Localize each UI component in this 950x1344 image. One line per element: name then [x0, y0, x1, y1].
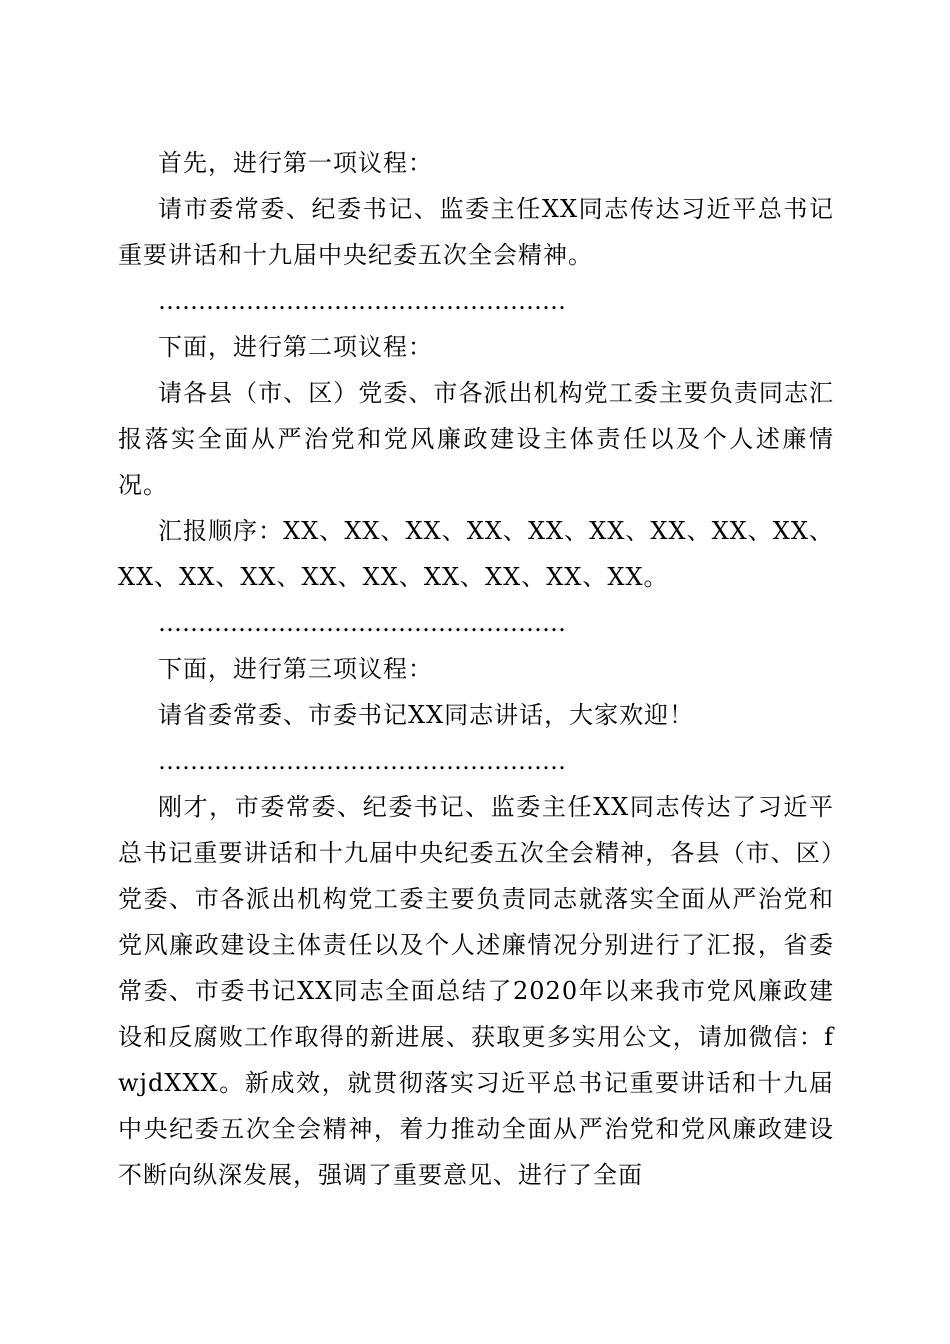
separator-dots: ……………………………………………: [158, 747, 566, 775]
separator-dots: ……………………………………………: [158, 609, 566, 637]
report-order: 汇报顺序：XX、XX、XX、XX、XX、XX、XX、XX、XX、XX、XX、XX、XX、XX、XX、XX、XX、XX。: [118, 517, 834, 591]
agenda-item-2-body: 请各县（市、区）党委、市各派出机构党工委主要负责同志汇报落实全面从严治党和党风廉政建设主体责任以及个人述廉情况。: [118, 379, 834, 499]
agenda-item-3-body: 请省委常委、市委书记XX同志讲话，大家欢迎！: [158, 701, 695, 729]
agenda-item-2-heading: 下面，进行第二项议程：: [158, 333, 433, 361]
separator-dots: ……………………………………………: [158, 287, 566, 315]
agenda-item-3-heading: 下面，进行第三项议程：: [158, 655, 433, 683]
agenda-item-1-heading: 首先，进行第一项议程：: [158, 149, 433, 177]
document-page: [118, 140, 834, 1198]
summary-paragraph: 刚才，市委常委、纪委书记、监委主任XX同志传达了习近平总书记重要讲话和十九届中央纪委五次全会精神，各县（市、区）党委、市各派出机构党工委主要负责同志就落实全面从严治党和党风廉政建设主体责任以及个人述廉情况分别进行了汇报，省委常委、市委书记XX同志全面总结了2020年以来我市党风廉政建设和反腐败工作取得的新进展、获取更多实用公文，请加微信：fwjdXXX。新成效，就贯彻落实习近平总书记重要讲话和十九届中央纪委五次全会精神，着力推动全面从严治党和党风廉政建设不断向纵深发展，强调了重要意见、进行了全面: [118, 793, 834, 1189]
agenda-item-1-body: 请市委常委、纪委书记、监委主任XX同志传达习近平总书记重要讲话和十九届中央纪委五次全会精神。: [118, 195, 834, 269]
